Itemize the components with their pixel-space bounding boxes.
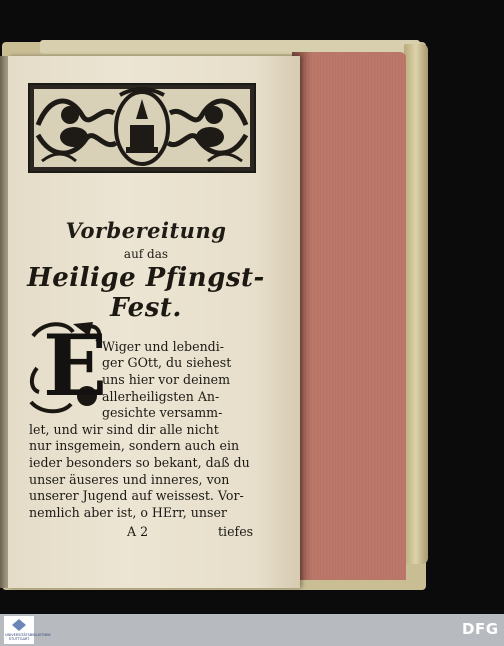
heading-line-3: Heilige Pfingst-Fest. — [27, 263, 265, 323]
library-logo — [4, 616, 51, 644]
text-line-4: allerheiligsten An- — [102, 389, 220, 404]
footer-bar — [0, 614, 504, 646]
cover-spine-edge — [404, 44, 428, 564]
decorated-initial — [27, 316, 108, 416]
ornamental-headpiece — [28, 83, 256, 173]
text-line-5: gesichte versamm- — [102, 405, 223, 420]
heading-line-1: Vorbereitung — [65, 218, 227, 243]
library-logo-text: UNIVERSITÄTSBIBLIOTHEK STUTTGART — [5, 633, 51, 641]
catchword: tiefes — [218, 524, 254, 539]
text-line-10: unserer Jugend auf weissest. Vor- — [29, 488, 244, 503]
text-line-11: nemlich aber ist, o HErr, unser — [29, 505, 227, 520]
heading-line-2: auf das — [123, 247, 169, 261]
library-logo-icon — [12, 619, 26, 631]
text-line-1: Wiger und lebendi- — [102, 339, 225, 354]
text-line-3: uns hier vor deinem — [102, 372, 231, 387]
text-line-9: unser äuseres und inneres, von — [29, 472, 230, 487]
text-line-8: ieder besonders so bekant, daß du — [29, 455, 250, 470]
signature-mark: A 2 — [127, 524, 149, 539]
initial-letter: E — [43, 316, 108, 415]
dfg-logo: DFG — [462, 620, 499, 638]
text-line-6: let, und wir sind dir alle nicht — [29, 422, 219, 437]
text-line-2: ger GOtt, du siehest — [102, 355, 232, 370]
text-line-7: nur insgemein, sondern auch ein — [29, 438, 240, 453]
